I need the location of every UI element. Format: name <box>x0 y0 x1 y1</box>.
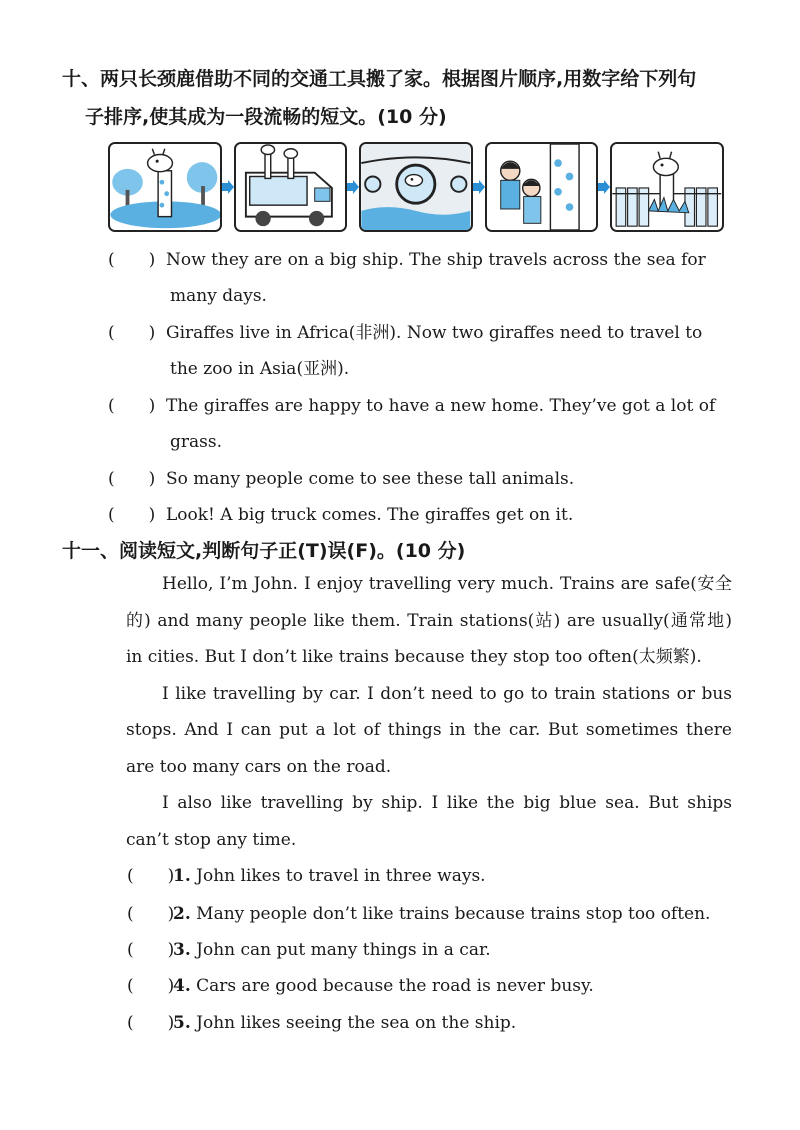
judgement-question-3 <box>127 932 737 969</box>
question-text: Cars are good because the road is never busy. <box>196 976 594 996</box>
section-10-title <box>62 60 742 136</box>
ordering-item-continuation: grass. <box>170 432 222 452</box>
question-text: John can put many things in a car. <box>196 940 491 960</box>
passage-paragraph-1: Hello, I’m John. I enjoy travelling very much. Trains are safe(安全的) and many people like them. Train stations(站) are usually(通常地) in cities. But I don’t like trains because they stop too often(太频繁). <box>126 574 732 667</box>
answer-blank[interactable]: ( ) <box>127 940 175 960</box>
ordering-item-1 <box>108 242 733 314</box>
panel-people-watching <box>485 142 599 232</box>
arrow-right-icon <box>598 142 610 232</box>
truck-illustration <box>236 144 346 230</box>
arrow-right-icon <box>347 142 359 232</box>
people-watching-illustration <box>487 144 597 230</box>
answer-blank[interactable]: ( ) <box>108 323 156 343</box>
question-number: 3. <box>173 940 191 960</box>
judgement-question-5 <box>127 1005 737 1042</box>
section-10-title-line1: 十、两只长颈鹿借助不同的交通工具搬了家。根据图片顺序,用数字给下列句 <box>62 68 697 90</box>
panel-zoo-grass <box>610 142 724 232</box>
passage-paragraph-3: I also like travelling by ship. I like the big blue sea. But ships can’t stop any time. <box>126 793 732 850</box>
panel-ship <box>359 142 473 232</box>
ordering-item-continuation: the zoo in Asia(亚洲). <box>170 359 350 379</box>
ordering-item-continuation: many days. <box>170 286 267 306</box>
answer-blank[interactable]: ( ) <box>108 396 156 416</box>
judgement-question-1 <box>127 858 737 895</box>
panel-giraffes-forest <box>108 142 222 232</box>
judgement-question-2 <box>127 896 737 933</box>
answer-blank[interactable]: ( ) <box>108 505 156 525</box>
question-number: 4. <box>173 976 191 996</box>
ordering-item-4 <box>108 461 733 497</box>
passage-paragraph-2: I like travelling by car. I don’t need to go to train stations or bus stops. And I can put a lot of things in the car. But sometimes there are too many cars on the road. <box>126 683 732 777</box>
picture-sequence <box>108 141 724 233</box>
arrow-right-icon <box>473 142 485 232</box>
answer-blank[interactable]: ( ) <box>108 469 156 489</box>
giraffes-forest-illustration <box>110 144 220 230</box>
panel-giraffes-truck <box>234 142 348 232</box>
ordering-item-text: Look! A big truck comes. The giraffes get on it. <box>166 505 574 525</box>
ordering-item-2 <box>108 315 733 387</box>
question-number: 2. <box>173 904 191 924</box>
ordering-item-text: The giraffes are happy to have a new home. They’ve got a lot of <box>166 396 716 416</box>
question-number: 1. <box>173 866 191 886</box>
answer-blank[interactable]: ( ) <box>127 976 175 996</box>
question-number: 5. <box>173 1013 191 1033</box>
ship-illustration <box>361 144 471 230</box>
ordering-item-text: Now they are on a big ship. The ship travels across the sea for <box>166 250 706 270</box>
zoo-grass-illustration <box>612 144 722 230</box>
ordering-item-text: So many people come to see these tall animals. <box>166 469 575 489</box>
answer-blank[interactable]: ( ) <box>127 904 175 924</box>
question-text: Many people don’t like trains because trains stop too often. <box>196 904 711 924</box>
section-11-title: 十一、阅读短文,判断句子正(T)误(F)。(10 分) <box>62 540 466 562</box>
question-text: John likes seeing the sea on the ship. <box>196 1013 517 1033</box>
ordering-item-text: Giraffes live in Africa(非洲). Now two giraffes need to travel to <box>166 323 703 343</box>
ordering-item-3 <box>108 388 733 460</box>
section-10-title-line2: 子排序,使其成为一段流畅的短文。(10 分) <box>85 106 447 128</box>
answer-blank[interactable]: ( ) <box>127 1013 175 1033</box>
question-text: John likes to travel in three ways. <box>196 866 486 886</box>
judgement-question-4 <box>127 968 737 1005</box>
answer-blank[interactable]: ( ) <box>108 250 156 270</box>
ordering-item-5 <box>108 497 733 533</box>
answer-blank[interactable]: ( ) <box>127 866 175 886</box>
arrow-right-icon <box>222 142 234 232</box>
reading-passage <box>126 566 732 858</box>
